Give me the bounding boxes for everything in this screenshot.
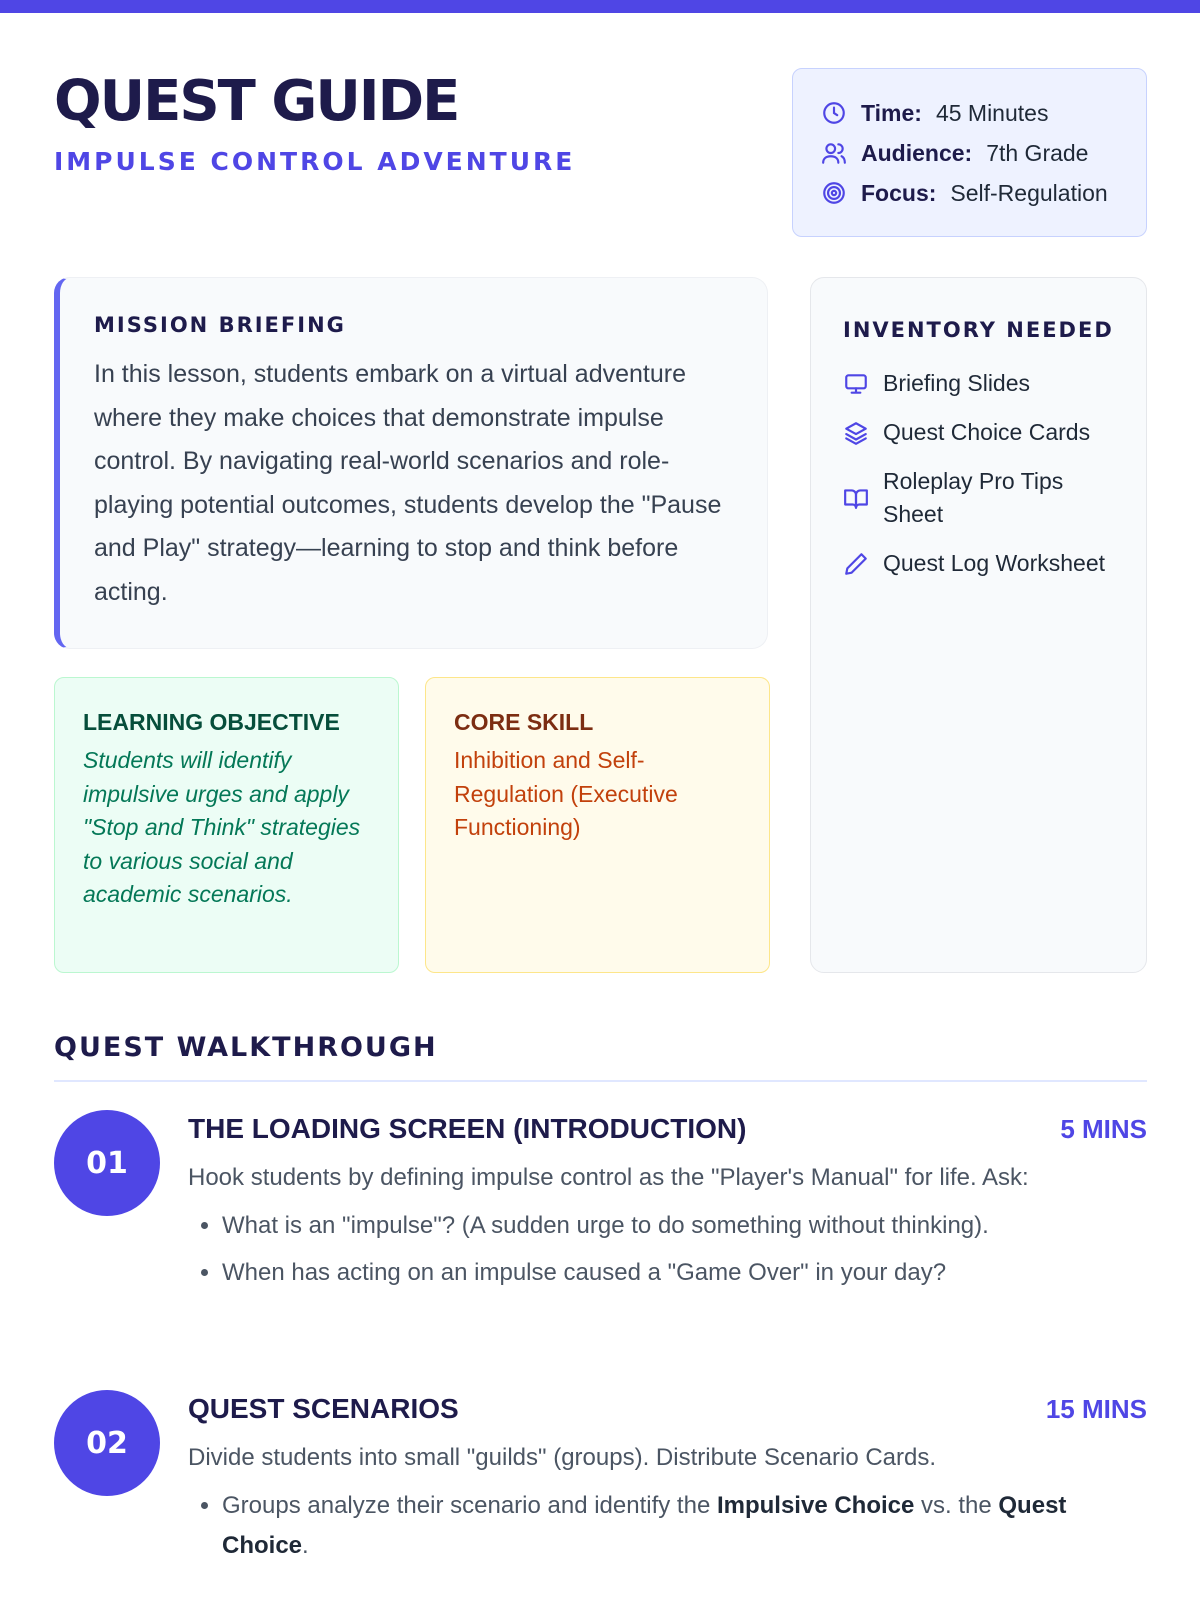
inventory-item-label: Briefing Slides — [883, 370, 1031, 396]
top-accent-bar — [0, 0, 1200, 13]
step-bullet — [222, 1486, 1147, 1566]
step-bullet-list — [188, 1486, 1147, 1566]
book-open-icon — [843, 485, 869, 511]
walkthrough-heading: QUEST WALKTHROUGH — [54, 1032, 438, 1063]
clock-icon — [821, 100, 847, 126]
step-body — [188, 1390, 1147, 1573]
step-bullet: • When has acting on an impulse caused a "Game Over" in your day? — [222, 1253, 1147, 1293]
meta-focus-value: Self-Regulation — [950, 179, 1108, 206]
inventory-card — [810, 277, 1147, 973]
meta-focus — [821, 173, 1146, 213]
users-icon — [821, 140, 847, 166]
inventory-item — [843, 465, 1122, 531]
step-header — [188, 1390, 1147, 1428]
meta-audience-value: 7th Grade — [986, 139, 1089, 166]
inventory-list — [843, 367, 1122, 580]
inventory-item — [843, 416, 1122, 449]
page-title: QUEST GUIDE — [54, 69, 459, 134]
step-duration: 5 MINS — [1060, 1114, 1147, 1144]
inventory-item-label: Roleplay Pro Tips Sheet — [883, 468, 1064, 527]
meta-time-label: Time: — [861, 99, 922, 126]
inventory-heading: INVENTORY NEEDED — [843, 318, 1114, 342]
step-body — [188, 1110, 1147, 1300]
bullet-text: . — [302, 1532, 309, 1559]
mission-briefing-card — [54, 277, 768, 649]
step-title: THE LOADING SCREEN (INTRODUCTION) — [188, 1113, 747, 1144]
quest-choice-term: Quest Choice — [222, 1492, 1067, 1559]
meta-focus-label: Focus: — [861, 179, 937, 206]
inventory-item — [843, 547, 1122, 580]
page-subtitle: IMPULSE CONTROL ADVENTURE — [54, 147, 576, 176]
step-number-badge: 01 — [54, 1110, 160, 1216]
mission-heading: MISSION BRIEFING — [94, 313, 346, 337]
inventory-item-label: Quest Choice Cards — [883, 419, 1091, 445]
core-skill-card — [425, 677, 770, 973]
layers-icon — [843, 420, 869, 446]
impulsive-choice-term: Impulsive Choice — [716, 1492, 915, 1519]
objective-body: Students will identify impulsive urges and apply "Stop and Think" strategies to various social and academic scenarios. — [83, 747, 361, 907]
mission-body: In this lesson, students embark on a virtual adventure where they make choices that demonstrate impulse control. By navigating real-world scenarios and role-playing potential outcomes, students develop the "Pause and Play" strategy—learning to stop and think before acting. — [94, 360, 722, 606]
meta-audience-label: Audience: — [861, 139, 973, 166]
step-number-badge: 02 — [54, 1390, 160, 1496]
pencil-icon — [843, 551, 869, 577]
step-description: Hook students by defining impulse control as the "Player's Manual" for life. Ask: — [188, 1164, 1029, 1191]
monitor-icon — [843, 371, 869, 397]
core-skill-heading: CORE SKILL — [454, 709, 594, 735]
inventory-item — [843, 367, 1122, 400]
step-bullet-list — [188, 1206, 1147, 1293]
step-description: Divide students into small "guilds" (groups). Distribute Scenario Cards. — [188, 1444, 937, 1471]
core-skill-body: Inhibition and Self-Regulation (Executive Functioning) — [454, 747, 678, 840]
lesson-meta-box — [792, 68, 1147, 237]
objective-heading: LEARNING OBJECTIVE — [83, 709, 340, 735]
meta-time — [821, 93, 1146, 133]
target-icon — [821, 180, 847, 206]
bullet-text: Groups analyze their scenario and identify the — [222, 1492, 717, 1519]
step-bullet: • What is an "impulse"? (A sudden urge to do something without thinking). — [222, 1206, 1147, 1246]
step-duration: 15 MINS — [1045, 1394, 1147, 1424]
meta-time-value: 45 Minutes — [935, 99, 1049, 126]
learning-objective-card — [54, 677, 399, 973]
step-header — [188, 1110, 1147, 1148]
inventory-item-label: Quest Log Worksheet — [883, 550, 1106, 576]
meta-audience — [821, 133, 1146, 173]
walkthrough-divider — [54, 1080, 1147, 1082]
bullet-text: vs. the — [914, 1492, 999, 1519]
step-title: QUEST SCENARIOS — [188, 1393, 459, 1424]
